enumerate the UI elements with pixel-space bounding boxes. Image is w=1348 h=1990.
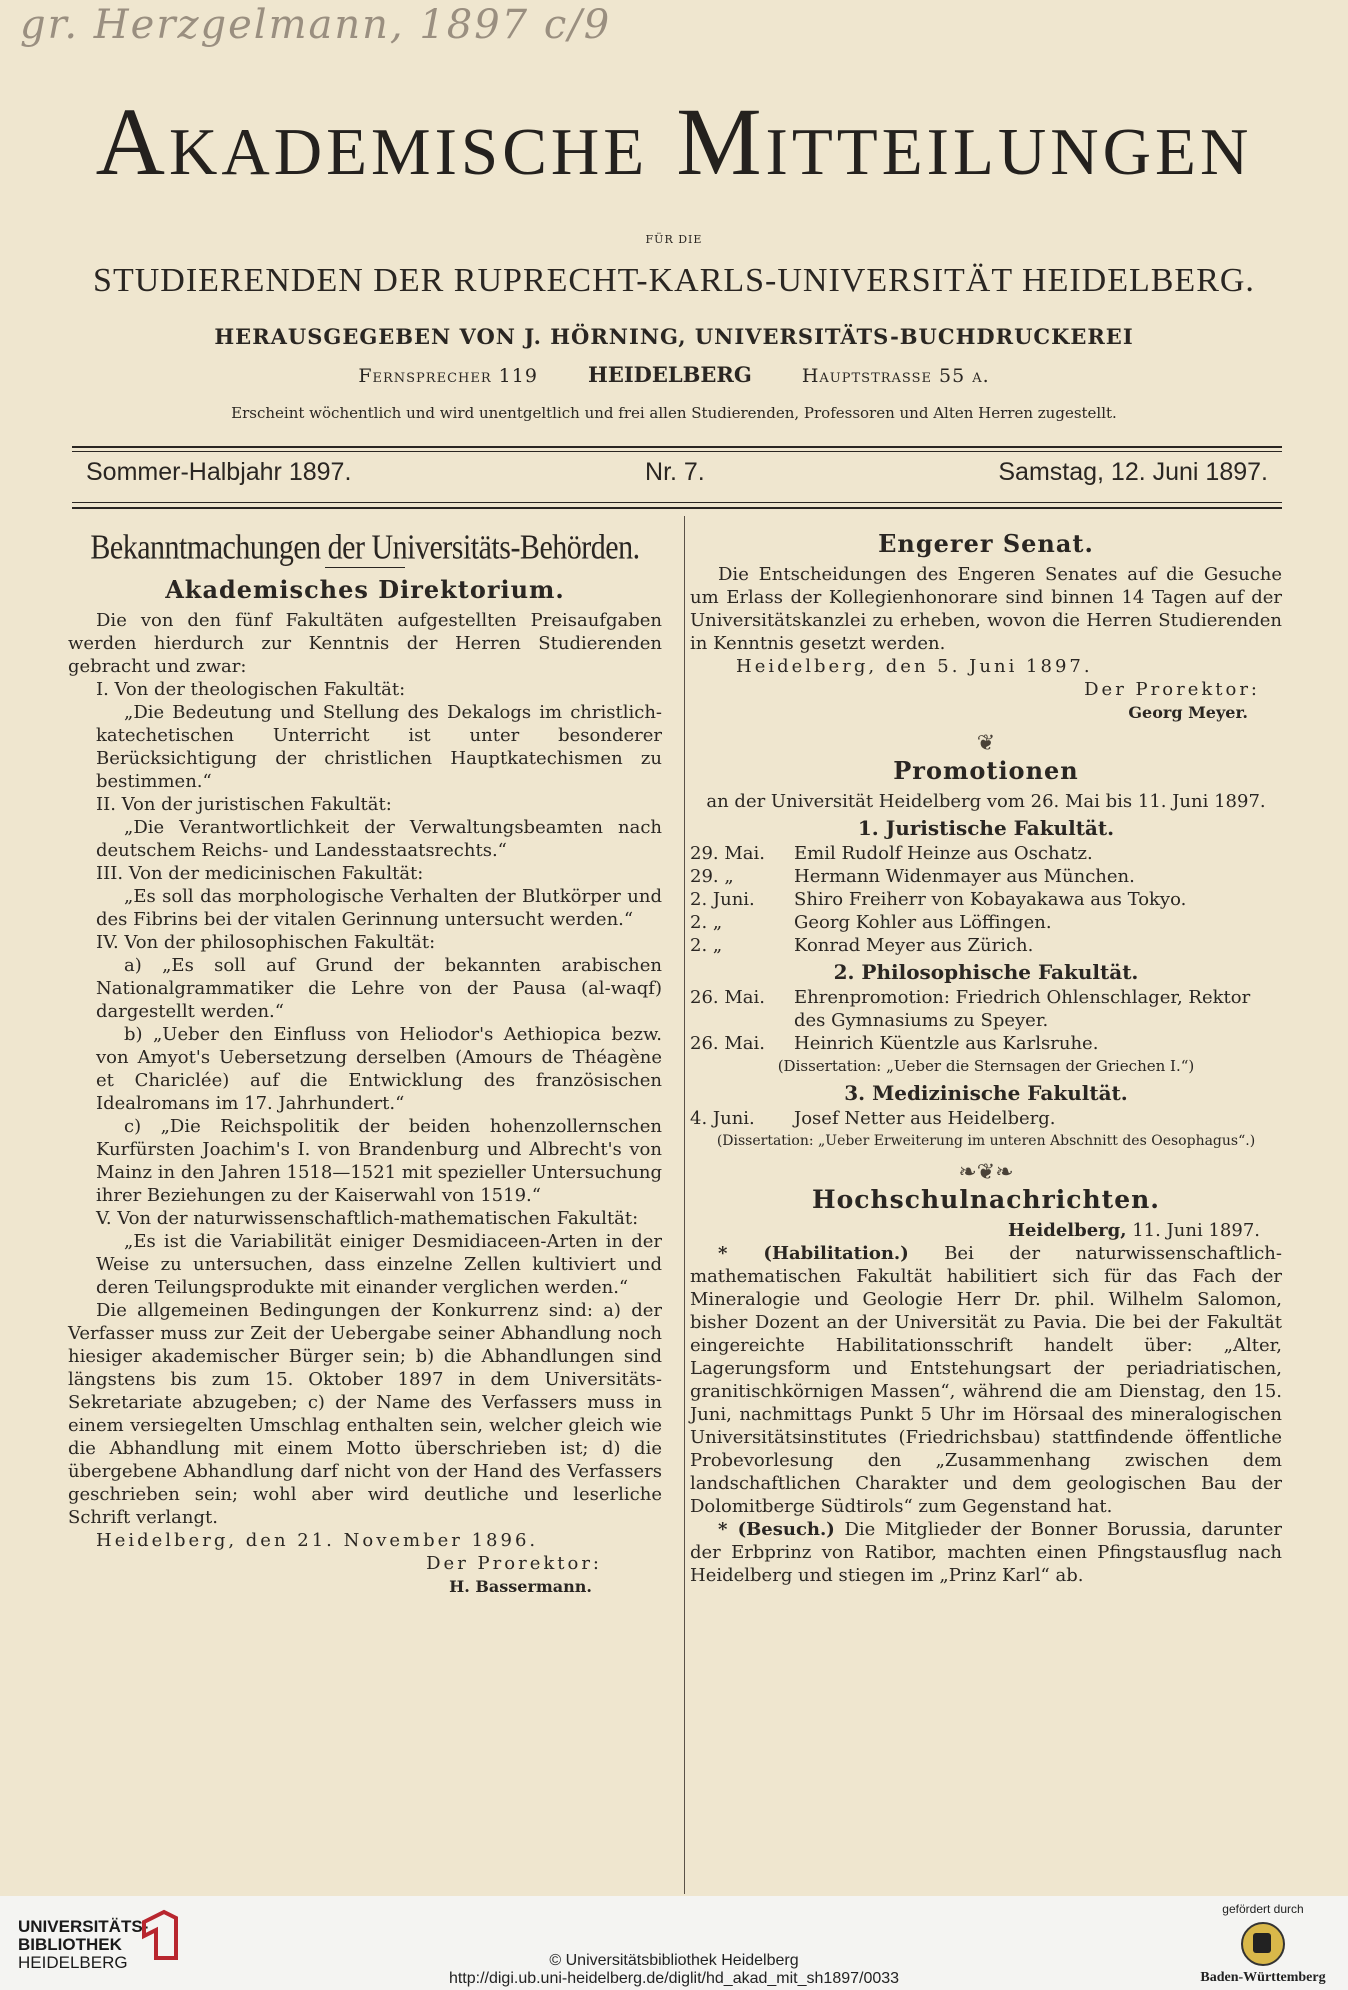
faculty-medicine: III. Von der medicinischen Fakultät: <box>96 863 424 884</box>
list-item: 2. Juni. Shiro Freiherr von Kobayakawa aus Tokyo. <box>690 889 1187 910</box>
short-rule <box>325 567 405 568</box>
column-separator <box>684 516 685 1894</box>
faculty-philosophy-topic-b: b) „Ueber den Einfluss von Heliodor's Aethiopica bezw. von Amyot's Uebersetzung derselben (Amours de Théagène et Chariclée) auf die Entwicklung des französischen Idealromans im 17. Jahrhundert.“ <box>96 1024 662 1114</box>
list-item: 2. „ Konrad Meyer aus Zürich. <box>690 935 1034 956</box>
list-item: 26. Mai. Heinrich Küentzle aus Karlsruhe. <box>690 1033 1099 1054</box>
leaf-ornament-icon: ❦ <box>976 731 996 756</box>
ub-logo-text: UNIVERSITÄTS- BIBLIOTHEK HEIDELBERG <box>18 1917 149 1972</box>
dissertation-note-philosophy: (Dissertation: „Ueber die Sternsagen der Griechen I.“) <box>777 1057 1195 1075</box>
hochschul-dateline <box>690 1219 1282 1242</box>
faculty-science-topic: „Es ist die Variabilität einiger Desmidiaceen-Arten in der Weise zu untersuchen, dass einzelne Zellen kultiviert und deren Teilungsprodukte mit einander verglichen werden.“ <box>96 1231 662 1298</box>
hochschul-date: 11. Juni 1897. <box>1132 1220 1260 1241</box>
masthead-publisher: HERAUSGEGEBEN VON J. HÖRNING, UNIVERSITÄTS-BUCHDRUCKEREI <box>214 324 1134 349</box>
faculty-theology-topic: „Die Bedeutung und Stellung des Dekalogs im christlich-katechetischen Unterricht ist unter besonderer Berücksichtigung der christlichen Hauptkatechismen zu bestimmen.“ <box>96 702 662 792</box>
senat-date: Heidelberg, den 5. Juni 1897. <box>736 656 1093 677</box>
rule-top <box>72 446 1282 448</box>
besuch-text: Die Mitglieder der Bonner Borussia, darunter der Erbprinz von Ratibor, machten einen Pfingstausflug nach Heidelberg und stiegen im „Prinz Karl“ ab. <box>690 1519 1282 1586</box>
masthead-fuer-die: FÜR DIE <box>645 233 703 246</box>
left-column <box>68 528 662 1598</box>
masthead-phone: Fernsprecher 119 <box>358 365 538 387</box>
faculty-theology: I. Von der theologischen Fakultät: <box>96 679 406 700</box>
intro-paragraph: Die von den fünf Fakultäten aufgestellten Preisaufgaben werden hierdurch zur Kenntnis der Herren Studierenden gebracht und zwar: <box>68 610 662 677</box>
senat-signature-name: Georg Meyer. <box>1128 703 1248 722</box>
funded-by-label: gefördert durch <box>1222 1902 1304 1916</box>
section-head-promotionen: Promotionen <box>893 756 1079 785</box>
faculty-head-philosophy: 2. Philosophische Fakultät. <box>833 960 1139 984</box>
masthead-contact <box>0 362 1348 387</box>
issue-line <box>86 458 1268 487</box>
issue-number: Nr. 7. <box>645 458 705 486</box>
floral-ornament-icon: ❧❦❧ <box>958 1160 1014 1185</box>
masthead-title: Akademische Mitteilungen <box>95 88 1253 195</box>
issue-date: Samstag, 12. Juni 1897. <box>998 458 1268 486</box>
right-column <box>690 529 1282 1587</box>
list-item: 29. „ Hermann Widenmayer aus München. <box>690 866 1135 887</box>
list-item: 2. „ Georg Kohler aus Löffingen. <box>690 912 1052 933</box>
faculty-law-topic: „Die Verantwortlichkeit der Verwaltungsbeamten nach deutschem Reichs- und Landesstaatsrechts.“ <box>96 817 662 861</box>
funder-block <box>1198 1902 1328 1986</box>
senat-text: Die Entscheidungen des Engeren Senates auf die Gesuche um Erlass der Kollegienhonorare sind binnen 14 Tagen auf der Universitätskanzlei zu erheben, wovon die Herren Studierenden in Kenntnis gesetzt werden. <box>690 564 1282 654</box>
faculty-science: V. Von der naturwissenschaftlich-mathematischen Fakultät: <box>96 1208 639 1229</box>
habilitation-paragraph <box>690 1242 1282 1518</box>
faculty-philosophy-topic-a: a) „Es soll auf Grund der bekannten arabischen Nationalgrammatiker die Lehre von der Pausa (al-waqf) dargestellt werden.“ <box>96 955 662 1022</box>
habilitation-label: * (Habilitation.) <box>718 1243 909 1264</box>
signature-name: H. Bassermann. <box>449 1577 592 1596</box>
dissertation-note-medicine: (Dissertation: „Ueber Erweiterung im unteren Abschnitt des Oesophagus“.) <box>716 1133 1256 1149</box>
promotionen-sub: an der Universität Heidelberg vom 26. Mai bis 11. Juni 1897. <box>706 791 1266 812</box>
faculty-law: II. Von der juristischen Fakultät: <box>96 794 392 815</box>
handwritten-note: gr. Herzgelmann, 1897 c/9 <box>20 2 612 48</box>
faculty-philosophy-topic-c: c) „Die Reichspolitik der beiden hohenzollernschen Kurfürsten Joachim's I. von Brandenburg und Albrecht's von Mainz in den Jahren 1518—1521 mit spezieller Untersuchung ihrer Beziehungen zu der Kaiserwahl von 1519.“ <box>96 1116 662 1206</box>
copyright-text: © Universitätsbibliothek Heidelberg <box>549 1952 799 1969</box>
faculty-head-medicine: 3. Medizinische Fakultät. <box>844 1081 1128 1105</box>
faculty-philosophy: IV. Von der philosophischen Fakultät: <box>96 932 436 953</box>
place-date: Heidelberg, den 21. November 1896. <box>96 1530 539 1551</box>
section-head-direktorium: Akademisches Direktorium. <box>165 575 565 604</box>
copyright-block <box>0 1952 1348 1988</box>
hochschul-place: Heidelberg, <box>1007 1220 1127 1241</box>
coat-of-arms-icon <box>1241 1922 1285 1966</box>
digitization-footer <box>0 1896 1348 1990</box>
faculty-head-law: 1. Juristische Fakultät. <box>857 816 1115 840</box>
list-item: 26. Mai. Ehrenpromotion: Friedrich Ohlenschlager, Rektor des Gymnasiums zu Speyer. <box>690 987 1251 1031</box>
faculty-medicine-topic: „Es soll das morphologische Verhalten der Blutkörper und des Fibrins bei der vitalen Gerinnung untersucht werden.“ <box>96 886 662 930</box>
signature-title: Der Prorektor: <box>426 1553 602 1574</box>
list-item: 4. Juni. Josef Netter aus Heidelberg. <box>690 1108 1056 1129</box>
masthead-notice: Erscheint wöchentlich und wird unentgeltlich und frei allen Studierenden, Professoren und Alten Herren zugestellt. <box>231 404 1117 422</box>
besuch-paragraph <box>690 1518 1282 1587</box>
source-url[interactable]: http://digi.ub.uni-heidelberg.de/diglit/hd_akad_mit_sh1897/0033 <box>448 1970 900 1987</box>
conditions-paragraph: Die allgemeinen Bedingungen der Konkurrenz sind: a) der Verfasser muss zur Zeit der Uebergabe seiner Abhandlung noch hiesiger akademischer Bürger sein; b) die Abhandlungen sind längstens bis zum 15. Oktober 1897 in dem Universitäts-Sekretariate abzugeben; c) der Name des Verfassers muss in einem versiegelten Umschlag enthalten sein, welcher gleich wie die Abhandlung mit einem Motto überschrieben ist; d) die übergebene Abhandlung darf nicht von der Hand des Verfassers geschrieben sein; wohl aber wird deutliche und leserliche Schrift verlangt. <box>68 1300 662 1528</box>
section-head-bekanntmachungen: Bekanntmachungen der Universitäts-Behörden. <box>90 528 640 567</box>
rule-bottom-thin <box>72 502 1282 503</box>
senat-signature-title: Der Prorektor: <box>1084 679 1260 700</box>
rule-top-thin <box>72 451 1282 452</box>
funder-name: Baden-Württemberg <box>1200 1970 1326 1985</box>
masthead-city: HEIDELBERG <box>588 362 752 387</box>
besuch-label: * (Besuch.) <box>718 1519 835 1540</box>
list-item: 29. Mai. Emil Rudolf Heinze aus Oschatz. <box>690 843 1093 864</box>
section-head-hochschulnachrichten: Hochschulnachrichten. <box>811 1185 1160 1214</box>
section-head-senat: Engerer Senat. <box>878 529 1094 558</box>
masthead-subtitle: STUDIERENDEN DER RUPRECHT-KARLS-UNIVERSITÄT HEIDELBERG. <box>93 262 1255 299</box>
habilitation-text: Bei der naturwissenschaftlich-mathematischen Fakultät habilitiert sich für das Fach der Mineralogie und Geologie Herr Dr. phil. Wilhelm Salomon, bisher Dozent an der Universität zu Pavia. Die bei der Fakultät eingereichte Habilitationsschrift handelt über: „Alter, Lagerungsform und Entstehungsart der periadriatischen, granitischkörnigen Massen“, während die am Dienstag, den 15. Juni, nachmittags Punkt 5 Uhr im Hörsaal des mineralogischen Universitätsinstitutes (Friedrichsbau) stattfindende öffentliche Probevorlesung den „Zusammenhang zwischen dem landschaftlichen Charakter und dem geologischen Bau der Dolomitberge Südtirols“ zum Gegenstand hat. <box>690 1243 1282 1517</box>
masthead-address: Hauptstrasse 55 a. <box>801 365 990 387</box>
issue-semester: Sommer-Halbjahr 1897. <box>86 458 352 486</box>
rule-bottom <box>72 507 1282 509</box>
